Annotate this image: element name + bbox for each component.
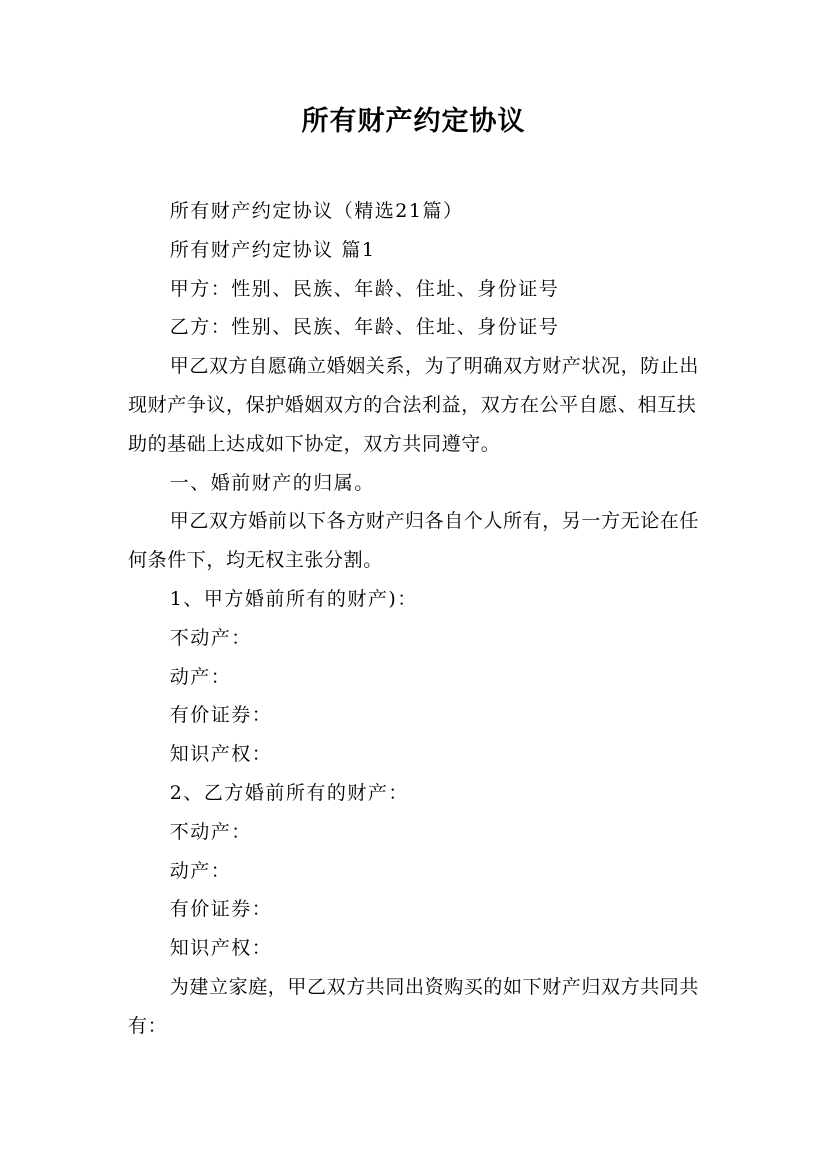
- paragraph-joint-property: 为建立家庭，甲乙双方共同出资购买的如下财产归双方共同共有：: [128, 975, 699, 1037]
- list-item: 知识产权：: [169, 937, 273, 960]
- paragraph-party-a: 甲方：性别、民族、年龄、住址、身份证号: [169, 277, 560, 300]
- paragraph-section-heading: 所有财产约定协议 篇1: [169, 238, 376, 261]
- list-item: 有价证券：: [169, 898, 273, 921]
- paragraph-clause-text: 甲乙双方婚前以下各方财产归各自个人所有，另一方无论在任何条件下，均无权主张分割。: [128, 510, 699, 572]
- paragraph-clause-heading: 一、婚前财产的归属。: [169, 471, 375, 494]
- list-item: 动产：: [169, 859, 232, 882]
- paragraph-party-a-assets-heading: 1、甲方婚前所有的财产)：: [169, 587, 418, 610]
- document-title: 所有财产约定协议: [301, 106, 526, 137]
- list-item: 不动产：: [169, 626, 252, 649]
- list-item: 不动产：: [169, 820, 252, 843]
- paragraph-party-b: 乙方：性别、民族、年龄、住址、身份证号: [169, 316, 560, 339]
- list-item: 动产：: [169, 665, 232, 688]
- list-item: 知识产权：: [169, 743, 273, 766]
- paragraph-preamble: 甲乙双方自愿确立婚姻关系，为了明确双方财产状况，防止出现财产争议，保护婚姻双方的合法利益，双方在公平自愿、相互扶助的基础上达成如下协定，双方共同遵守。: [128, 355, 699, 455]
- paragraph-subtitle: 所有财产约定协议（精选21篇）: [169, 200, 464, 222]
- paragraph-party-b-assets-heading: 2、乙方婚前所有的财产：: [169, 781, 409, 804]
- document-body: [128, 192, 708, 1046]
- list-item: 有价证券：: [169, 704, 273, 727]
